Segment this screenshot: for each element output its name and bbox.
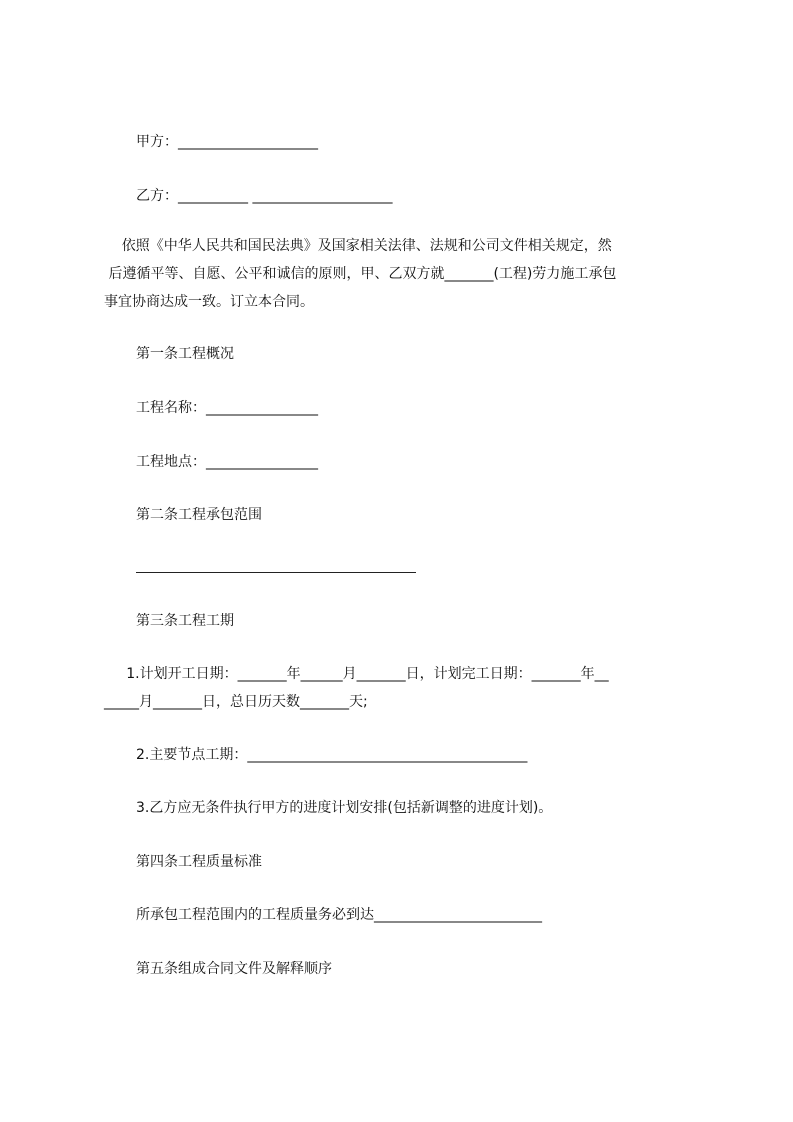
schedule-item-3: 3.乙方应无条件执行甲方的进度计划安排(包括新调整的进度计划)。	[136, 800, 553, 816]
schedule-item-1	[104, 660, 704, 716]
article-2-heading: 第二条工程承包范围	[136, 507, 262, 523]
project-name-field: 工程名称：________________	[136, 400, 318, 416]
preamble-paragraph	[104, 232, 704, 316]
schedule-item-2: 2.主要节点工期：________________________________________	[136, 747, 528, 763]
party-b-line: 乙方：__________ ____________________	[136, 188, 393, 204]
article-1-heading: 第一条工程概况	[136, 346, 234, 362]
article-3-heading: 第三条工程工期	[136, 613, 234, 629]
article-5-heading: 第五条组成合同文件及解释顺序	[136, 961, 332, 977]
quality-standard-line: 所承包工程范围内的工程质量务必到达________________________	[136, 907, 542, 923]
scope-blank-line	[136, 572, 416, 573]
preamble-line-3: 事宜协商达成一致。订立本合同。	[104, 294, 314, 310]
party-a-line: 甲方：____________________	[136, 134, 318, 150]
schedule-item-1-line-2: _____月_______日，总日历天数_______天;	[104, 694, 368, 710]
preamble-line-2: 后遵循平等、自愿、公平和诚信的原则，甲、乙双方就_______(工程)劳力施工承包	[104, 266, 617, 282]
article-4-heading: 第四条工程质量标准	[136, 854, 262, 870]
project-location-field: 工程地点：________________	[136, 454, 318, 470]
schedule-item-1-line-1: 1.计划开工日期：_______年______月_______日，计划完工日期：_______年__	[104, 666, 609, 682]
preamble-line-1: 依照《中华人民共和国民法典》及国家相关法律、法规和公司文件相关规定，然	[104, 238, 612, 254]
